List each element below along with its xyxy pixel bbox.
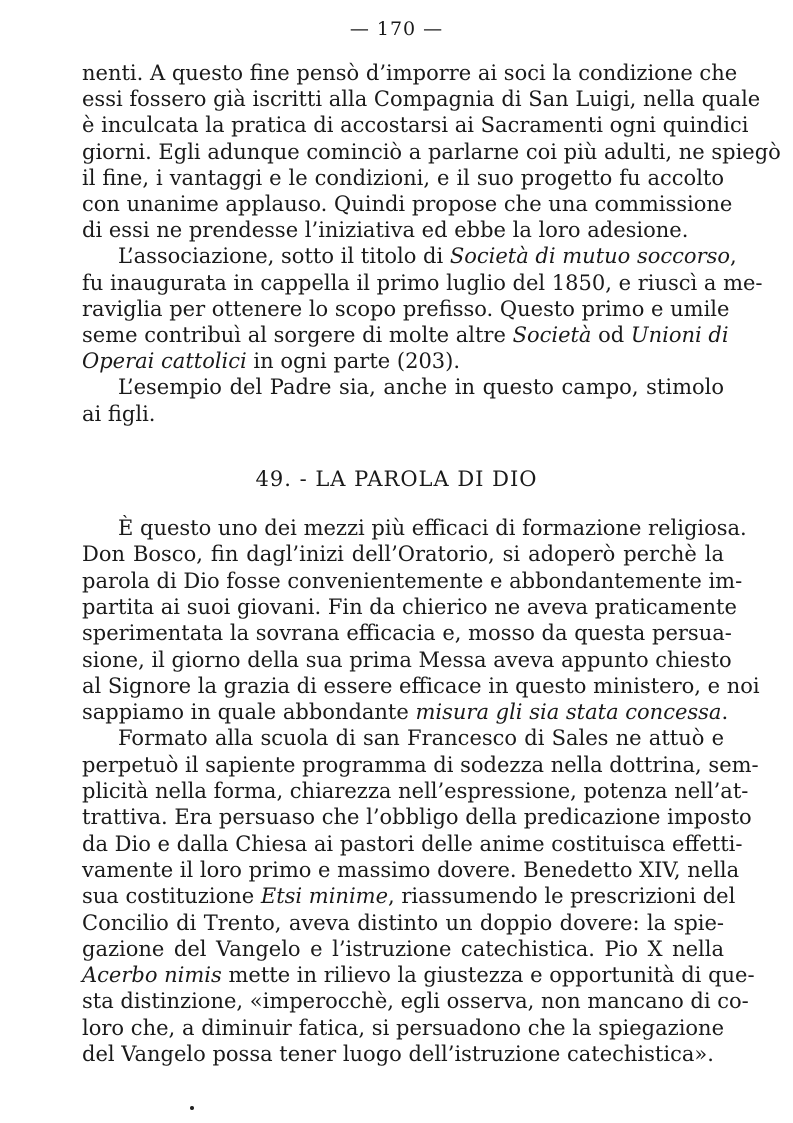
- text-line: partita ai suoi giovani. Fin da chierico ne aveva praticamente: [82, 594, 737, 619]
- text-line: Concilio di Trento, aveva distinto un doppio dovere: la spie-: [82, 910, 724, 935]
- text-line: plicità nella forma, chiarezza nell’espressione, potenza nell’at-: [82, 779, 749, 803]
- text-line: sappiamo in quale abbondante misura gli sia stata concessa.: [82, 700, 729, 725]
- text-line: L’associazione, sotto il titolo di Società di mutuo soccorso,: [118, 244, 737, 269]
- specks-decoration: [190, 1106, 194, 1110]
- text-line: raviglia per ottenere lo scopo prefisso. Questo primo e umile: [82, 296, 730, 321]
- text-line: seme contribuì al sorgere di molte altre Società od Unioni di: [82, 323, 729, 347]
- text-line: Formato alla scuola di san Francesco di Sales ne attuò e: [118, 726, 724, 751]
- text-line: sperimentata la sovrana efficacia e, mosso da questa persua-: [82, 621, 732, 646]
- text-line: giorni. Egli adunque cominciò a parlarne coi più adulti, ne spiegò: [82, 139, 781, 164]
- text-line: ai figli.: [82, 401, 156, 426]
- text-line: gazione del Vangelo e l’istruzione catechistica. Pio X nella: [82, 936, 724, 961]
- text-line: il fine, i vantaggi e le condizioni, e il suo progetto fu accolto: [82, 165, 724, 190]
- text-line: di essi ne prendesse l’iniziativa ed ebbe la loro adesione.: [82, 218, 689, 243]
- text-line: sta distinzione, «imperocchè, egli osserva, non mancano di co-: [82, 989, 749, 1014]
- page-number: — 170 —: [349, 18, 444, 40]
- text-line: fu inaugurata in cappella il primo luglio del 1850, e riuscì a me-: [82, 270, 763, 295]
- text-line: con unanime applauso. Quindi propose che una commissione: [82, 192, 733, 216]
- text-line: sua costituzione Etsi minime, riassumendo le prescrizioni del: [82, 884, 736, 909]
- text-line: trattiva. Era persuaso che l’obbligo della predicazione imposto: [82, 805, 752, 830]
- text-line: è inculcata la pratica di accostarsi ai Sacramenti ogni quindici: [82, 113, 749, 138]
- text-line: Acerbo nimis mette in rilievo la giustezza e opportunità di que-: [82, 963, 755, 988]
- text-line: parola di Dio fosse convenientemente e abbondantemente im-: [82, 568, 743, 593]
- text-line: vamente il loro primo e massimo dovere. Benedetto XIV, nella: [82, 857, 740, 882]
- text-line: essi fossero già iscritti alla Compagnia di San Luigi, nella quale: [82, 87, 761, 112]
- text-line: L’esempio del Padre sia, anche in questo campo, stimolo: [118, 375, 724, 400]
- text-line: loro che, a diminuir fatica, si persuadono che la spiegazione: [82, 1015, 724, 1040]
- text-line: Don Bosco, fin dagl’inizi dell’Oratorio, si adoperò perchè la: [82, 542, 724, 567]
- section-heading: 49. - LA PAROLA DI DIO: [255, 467, 538, 491]
- text-line: È questo uno dei mezzi più efficaci di formazione religiosa.: [118, 516, 747, 540]
- text-line: del Vangelo possa tener luogo dell’istruzione catechistica».: [82, 1042, 714, 1066]
- text-line: nenti. A questo fine pensò d’imporre ai soci la condizione che: [82, 61, 738, 85]
- text-line: perpetuò il sapiente programma di sodezza nella dottrina, sem-: [82, 752, 759, 777]
- text-line: Operai cattolici in ogni parte (203).: [82, 349, 461, 374]
- text-line: al Signore la grazia di essere efficace in questo ministero, e noi: [82, 673, 760, 698]
- text-line: sione, il giorno della sua prima Messa aveva appunto chiesto: [82, 647, 732, 672]
- text-line: da Dio e dalla Chiesa ai pastori delle anime costituisca effetti-: [82, 831, 743, 856]
